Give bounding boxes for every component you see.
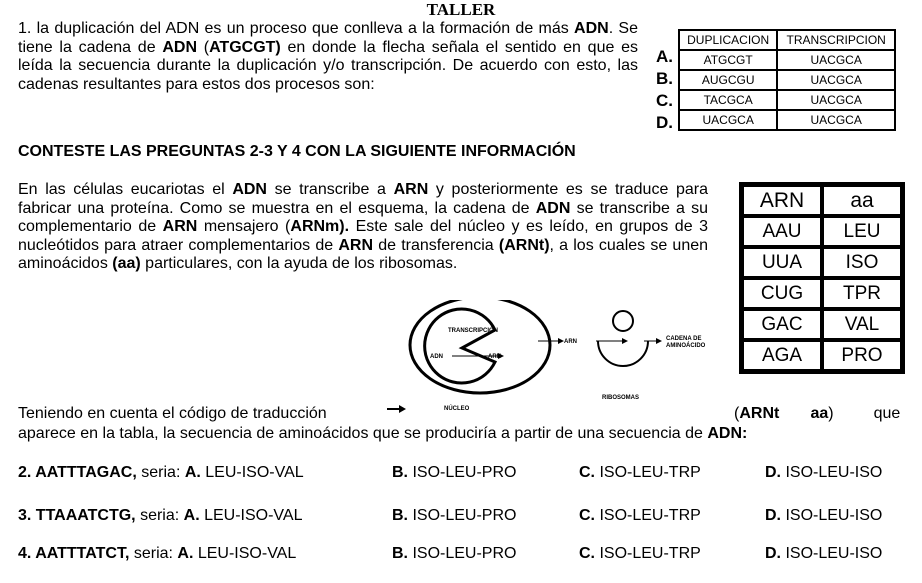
- table-cell: UACGCA: [679, 110, 777, 130]
- option-b-letter: B.: [392, 464, 408, 481]
- option-letter-d: D.: [656, 113, 673, 132]
- protein-synthesis-diagram: [400, 300, 720, 415]
- table-cell: UACGCA: [777, 50, 895, 70]
- question-4: [0, 545, 922, 565]
- option-a-letter: A.: [183, 507, 200, 524]
- table-cell: VAL: [822, 309, 902, 340]
- codon-table: [739, 182, 905, 374]
- label-arn-outer: ARN: [564, 339, 577, 345]
- option-d-text: ISO-LEU-ISO: [781, 507, 883, 524]
- table-cell: LEU: [822, 216, 902, 247]
- table-row: [679, 110, 895, 130]
- table-row: [679, 70, 895, 90]
- label-transcripcion: TRANSCRIPCIÓN: [448, 328, 499, 334]
- option-letter-a: A.: [656, 47, 673, 66]
- label-arn-inner: ARN: [488, 354, 501, 360]
- table-cell: UACGCA: [777, 90, 895, 110]
- option-d-letter: D.: [765, 545, 781, 562]
- option-a-letter: A.: [184, 464, 201, 481]
- option-c-text: ISO-LEU-TRP: [595, 507, 701, 524]
- option-c-letter: C.: [579, 507, 595, 524]
- option-d-letter: D.: [765, 507, 781, 524]
- chain-arrow-head: [656, 338, 662, 344]
- ribosome-arrow-head: [622, 338, 628, 344]
- option-a-text: LEU-ISO-VAL: [199, 507, 303, 524]
- option-d-text: ISO-LEU-ISO: [781, 545, 883, 562]
- table-cell: CUG: [742, 278, 822, 309]
- option-c-text: ISO-LEU-TRP: [595, 464, 701, 481]
- dup-header-transcripcion: TRANSCRIPCION: [777, 30, 895, 50]
- table-cell: ISO: [822, 247, 902, 278]
- question-4-sequence: 4. AATTTATCT,: [18, 545, 130, 562]
- table-row: [742, 309, 902, 340]
- option-a-letter: A.: [177, 545, 194, 562]
- option-a-text: LEU-ISO-VAL: [200, 464, 304, 481]
- option-b-text: ISO-LEU-PRO: [408, 464, 517, 481]
- table-cell: AGA: [742, 340, 822, 371]
- question-3-sequence: 3. TTAAATCTG,: [18, 507, 136, 524]
- label-cadena: CADENA DE: [666, 336, 702, 342]
- table-row: [742, 247, 902, 278]
- option-d-text: ISO-LEU-ISO: [781, 464, 883, 481]
- question-3: [0, 507, 922, 527]
- section-heading: CONTESTE LAS PREGUNTAS 2-3 Y 4 CON LA SIGUIENTE INFORMACIÓN: [18, 143, 576, 160]
- table-cell: UUA: [742, 247, 822, 278]
- question-1-text: 1. la duplicación del ADN es un proceso que conlleva a la formación de más ADN. Se tiene la cadena de ADN (ATGCGT) en donde la flecha señala el sentido en que es leída la secuencia durante la duplicación y/o transcripción. De acuerdo con esto, las cadenas resultantes para estos dos procesos son:: [18, 20, 639, 93]
- option-b-letter: B.: [392, 507, 408, 524]
- label-aminoacido: AMINOÁCIDO: [666, 343, 706, 349]
- codon-header-arn: ARN: [742, 185, 822, 216]
- table-cell: TPR: [822, 278, 902, 309]
- ribosome-large-subunit: [598, 341, 648, 366]
- option-letter-b: B.: [656, 69, 673, 88]
- table-row: [679, 90, 895, 110]
- option-letter-c: C.: [656, 91, 673, 110]
- option-b-letter: B.: [392, 545, 408, 562]
- table-cell: UACGCA: [777, 70, 895, 90]
- table-cell: TACGCA: [679, 90, 777, 110]
- table-cell: GAC: [742, 309, 822, 340]
- dup-header-duplicacion: DUPLICACION: [679, 30, 777, 50]
- question-2: [0, 464, 922, 484]
- q1-option-letters: [656, 46, 673, 134]
- table-cell: AUGCGU: [679, 70, 777, 90]
- table-row: [742, 340, 902, 371]
- option-d-letter: D.: [765, 464, 781, 481]
- option-b-text: ISO-LEU-PRO: [408, 545, 517, 562]
- table-row: [742, 278, 902, 309]
- info-paragraph: En las células eucariotas el ADN se transcribe a ARN y posteriormente es se traduce para fabricar una proteína. Como se muestra en el esquema, la cadena de ADN se transcribe a su complementario de ARN mensajero (ARNm). Este sale del núcleo y es leído, en grupos de 3 nucleótidos para atraer complementarios de ARN de transferencia (ARNt), a los cuales se unen aminoácidos (aa) particulares, con la ayuda de los ribosomas.: [18, 181, 709, 272]
- table-cell: PRO: [822, 340, 902, 371]
- option-a-text: LEU-ISO-VAL: [193, 545, 297, 562]
- label-ribosomas: RIBOSOMAS: [602, 395, 640, 401]
- label-adn: ADN: [430, 354, 443, 360]
- table-row: [679, 50, 895, 70]
- table-row: [742, 216, 902, 247]
- table-cell: AAU: [742, 216, 822, 247]
- duplication-table: [678, 29, 896, 131]
- table-cell: UACGCA: [777, 110, 895, 130]
- option-c-text: ISO-LEU-TRP: [595, 545, 701, 562]
- codon-header-aa: aa: [822, 185, 902, 216]
- page-title: TALLER: [426, 0, 496, 19]
- label-nucleo: NÚCLEO: [444, 406, 470, 412]
- option-b-text: ISO-LEU-PRO: [408, 507, 517, 524]
- question-2-seria: seria:: [136, 464, 185, 481]
- question-4-seria: seria:: [129, 545, 178, 562]
- question-2-sequence: 2. AATTTAGAC,: [18, 464, 137, 481]
- context-line-2: aparece en la tabla, la secuencia de aminoácidos que se produciría a partir de una secuencia de ADN:: [18, 425, 748, 442]
- context-right-text: (ARNt aa) que: [734, 405, 901, 422]
- dna-pacman-shape: [425, 309, 495, 383]
- ribosome-small-subunit: [613, 311, 633, 331]
- table-cell: ATGCGT: [679, 50, 777, 70]
- option-c-letter: C.: [579, 464, 595, 481]
- context-left-text: Teniendo en cuenta el código de traducción: [18, 405, 327, 422]
- option-c-letter: C.: [579, 545, 595, 562]
- question-3-seria: seria:: [135, 507, 184, 524]
- right-arrow-icon: [387, 404, 407, 414]
